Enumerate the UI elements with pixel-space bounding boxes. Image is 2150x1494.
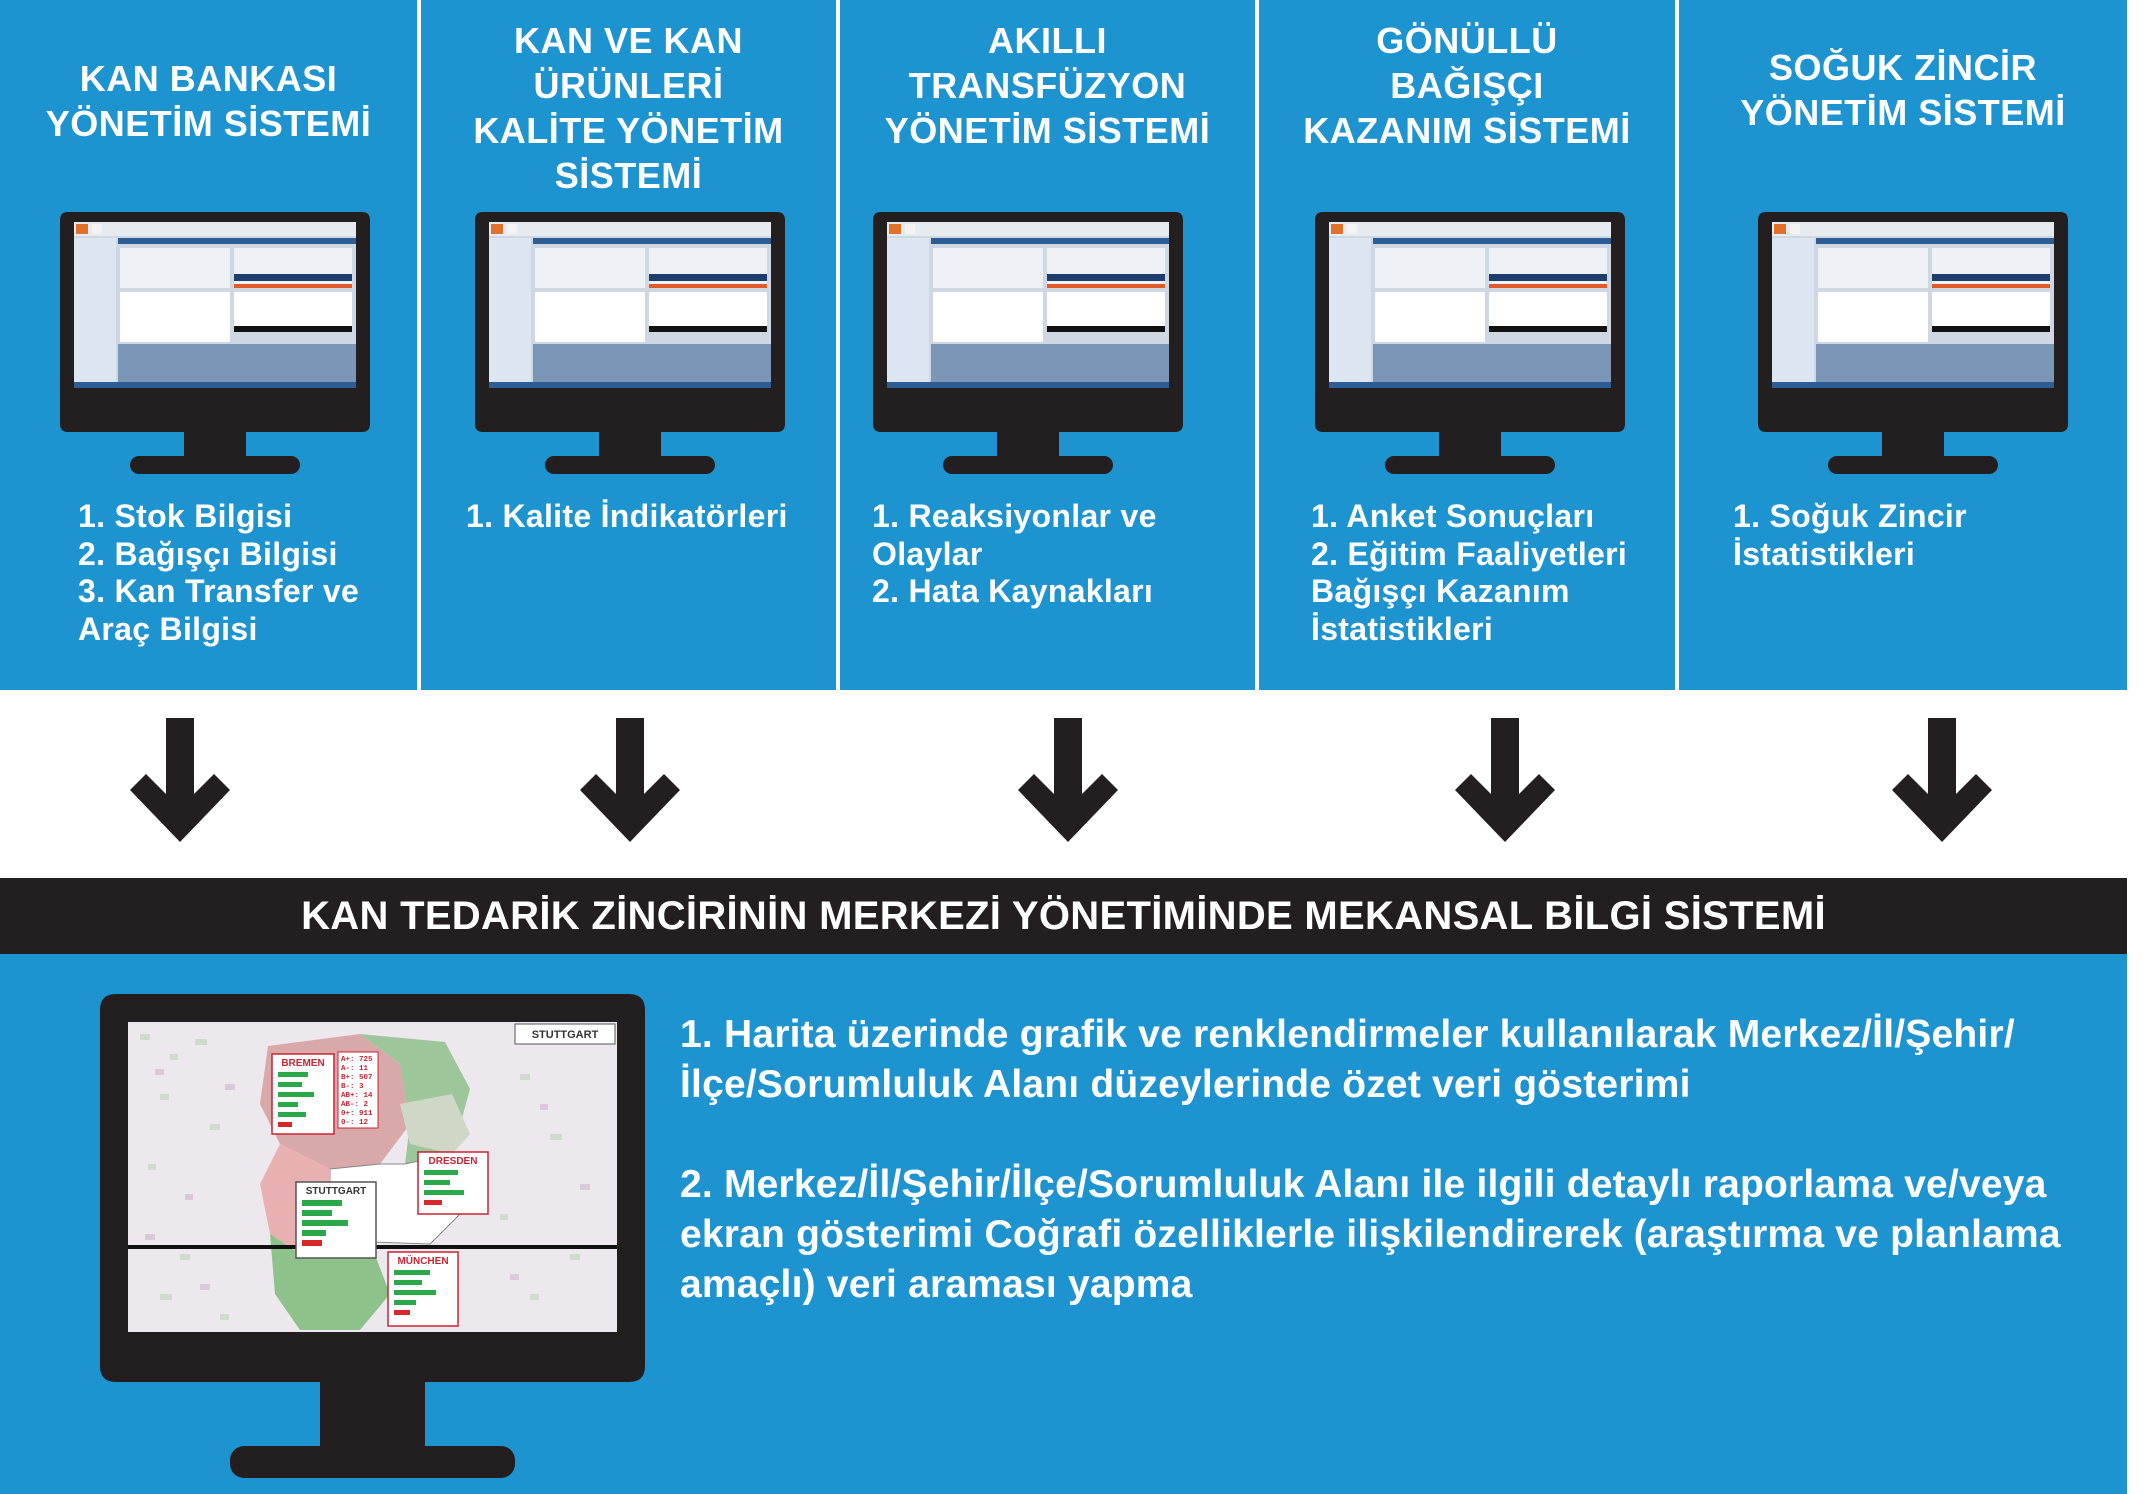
blood-stat: A-: 11	[341, 1065, 369, 1073]
panel-list	[78, 498, 359, 648]
list-item: 1. Stok Bilgisi	[78, 498, 293, 534]
list-item: 1. Soğuk Zincir	[1733, 498, 1967, 534]
list-item: İstatistikleri	[1733, 535, 1916, 572]
monitor-icon	[873, 212, 1183, 474]
list-item: Araç Bilgisi	[78, 610, 258, 647]
blood-stat: B-: 3	[341, 1083, 364, 1091]
monitor-icon	[1758, 212, 2068, 474]
central-panel	[0, 954, 2127, 1494]
monitor-icon	[60, 212, 370, 474]
arrow-down-icon	[130, 718, 230, 850]
map-city-label: MÜNCHEN	[397, 1256, 449, 1267]
list-item: 1. Anket Sonuçları	[1311, 498, 1595, 534]
list-item: 2. Eğitim Faaliyetleri	[1311, 535, 1628, 572]
panel-title: AKILLI TRANSFÜZYON YÖNETİM SİSTEMİ	[884, 20, 1211, 151]
central-item: 2. Merkez/İl/Şehir/İlçe/Sorumluluk Alanı ile ilgili detaylı raporlama ve/veya ekran gösterimi Coğrafi özelliklerle ilişkilendirerek (araştırma ve planlama amaçlı) veri araması yapma	[680, 1163, 2061, 1306]
blood-stat: B+: 507	[341, 1074, 373, 1082]
blood-stat: 0+: 911	[341, 1110, 373, 1118]
list-item: 2. Bağışçı Bilgisi	[78, 535, 338, 572]
central-item: 1. Harita üzerinde grafik ve renklendirmeler kullanılarak Merkez/İl/Şehir/İlçe/Sorumluluk Alanı düzeylerinde özet veri gösterimi	[680, 1013, 2015, 1106]
list-item: İstatistikleri	[1311, 610, 1494, 647]
panel-title: KAN BANKASI YÖNETİM SİSTEMİ	[45, 58, 372, 144]
list-item: 1. Reaksiyonlar ve	[872, 498, 1157, 534]
blood-stat: AB-: 2	[341, 1101, 369, 1109]
central-title: KAN TEDARİK ZİNCİRİNİN MERKEZİ YÖNETİMİNDE MEKANSAL BİLGİ SİSTEMİ	[0, 878, 2127, 954]
list-item: Olaylar	[872, 535, 983, 572]
central-description	[680, 1010, 2100, 1360]
panel-title: GÖNÜLLÜ BAĞIŞÇI KAZANIM SİSTEMİ	[1303, 20, 1631, 151]
map-city-label: DRESDEN	[428, 1156, 478, 1167]
arrow-down-icon	[1018, 718, 1118, 850]
map-city-label: BREMEN	[281, 1058, 325, 1069]
blood-stat: 0-: 12	[341, 1119, 369, 1127]
blood-stat: AB+: 14	[341, 1092, 373, 1100]
blood-stat: A+: 725	[341, 1056, 373, 1064]
panel-title: SOĞUK ZİNCİR YÖNETİM SİSTEMİ	[1740, 47, 2066, 133]
list-item: Bağışçı Kazanım	[1311, 573, 1570, 609]
map-monitor	[100, 994, 645, 1484]
panel-list	[872, 498, 1157, 611]
panel-list	[1311, 498, 1627, 648]
list-item: 1. Kalite İndikatörleri	[466, 498, 788, 534]
panel-list	[466, 498, 788, 536]
monitor-icon	[1315, 212, 1625, 474]
arrow-down-icon	[1455, 718, 1555, 850]
list-item: 3. Kan Transfer ve	[78, 573, 360, 609]
arrow-down-icon	[1892, 718, 1992, 850]
arrow-down-icon	[580, 718, 680, 850]
panel-list	[1733, 498, 1967, 573]
list-item: 2. Hata Kaynakları	[872, 573, 1154, 609]
monitor-icon	[475, 212, 785, 474]
map-city-label: STUTTGART	[531, 1029, 599, 1041]
map-city-label: STUTTGART	[305, 1186, 367, 1197]
panel-title: KAN VE KAN ÜRÜNLERİ KALİTE YÖNETİM SİSTEMİ	[473, 20, 784, 196]
